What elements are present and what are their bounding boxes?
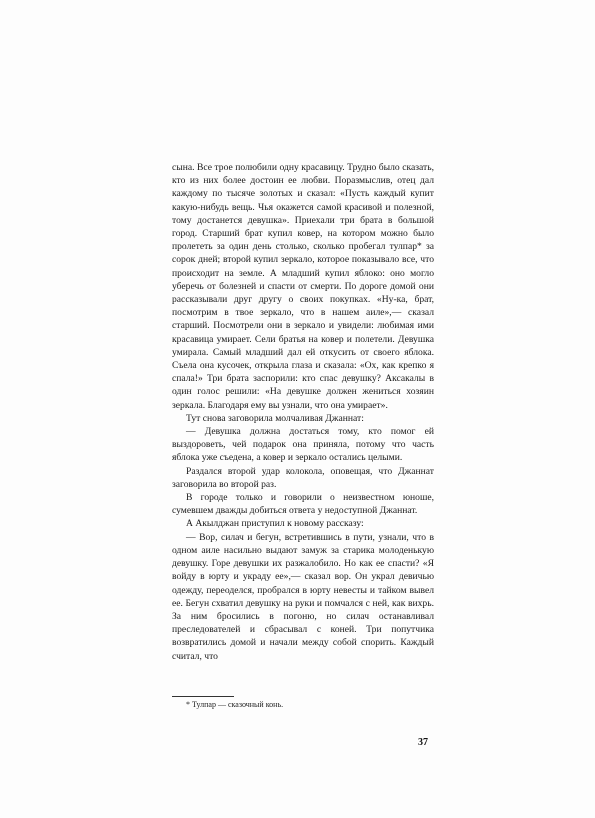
- paragraph-5: В городе только и говорили о неизвестном юноше, сумевшем дважды добиться ответа у недоступной Джаннат.: [172, 492, 434, 517]
- paragraph-4: Раздался второй удар колокола, оповещая, что Джаннат заговорила во второй раз.: [172, 465, 434, 490]
- body-text: [172, 161, 434, 663]
- paragraph-6: А Акылджан приступил к новому рассказу:: [186, 518, 364, 530]
- footnote-divider: [172, 696, 234, 697]
- footnote: * Тулпар — сказочный конь.: [186, 700, 284, 709]
- paragraph-2: Тут снова заговорила молчаливая Джаннат:: [186, 412, 364, 424]
- paragraph-3: — Девушка должна достаться тому, кто помог ей выздороветь, чей подарок она приняла, потому что часть яблока уже съедена, а ковер и зеркало остались целыми.: [172, 426, 434, 464]
- page-number: 37: [418, 737, 428, 748]
- paragraph-7: — Вор, силач и бегун, встретившись в пути, узнали, что в одном аиле насильно выдают замуж за старика молоденькую девушку. Горе девушки их разжалобило. Но как ее спасти? «Я войду в юрту и украду ее»,— сказал вор. Он украл девичью одежду, переоделся, пробрался в юрту невесты и тайком вывел ее. Бегун схватил девушку на руки и помчался с ней, как вихрь. За ним бросились в погоню, но силач останавливал преследователей и сбрасывал с коней. Три попутчика возвратились домой и начали между собой спорить. Каждый считал, что: [172, 531, 434, 662]
- paragraph-1: сына. Все трое полюбили одну красавицу. Трудно было сказать, кто из них более достоин ее любви. Поразмыслив, отец дал каждому по тысяче золотых и сказал: «Пусть каждый купит какую-нибудь вещь. Чья окажется самой красивой и полезной, тому достанется девушка». Приехали три брата в большой город. Старший брат купил ковер, на котором можно было пролететь за один день столько, сколько пробегал тулпар* за сорок дней; второй купил зеркало, которое показывало все, что происходит на земле. А младший купил яблоко: оно могло уберечь от болезней и спасти от смерти. По дороге домой они рассказывали друг другу о своих покупках. «Ну-ка, брат, посмотрим в твое зеркало, что в нашем аиле»,— сказал старший. Посмотрели они в зеркало и увидели: любимая ими красавица умирает. Сели братья на ковер и полетели. Девушка умирала. Самый младший дал ей откусить от своего яблока. Съела она кусочек, открыла глаза и сказала: «Ох, как крепко я спала!» Три брата заспорили: кто спас девушку? Аксакалы в один голос решили: «На девушке должен жениться хозяин зеркала. Благодаря ему вы узнали, что она умирает».: [172, 162, 434, 411]
